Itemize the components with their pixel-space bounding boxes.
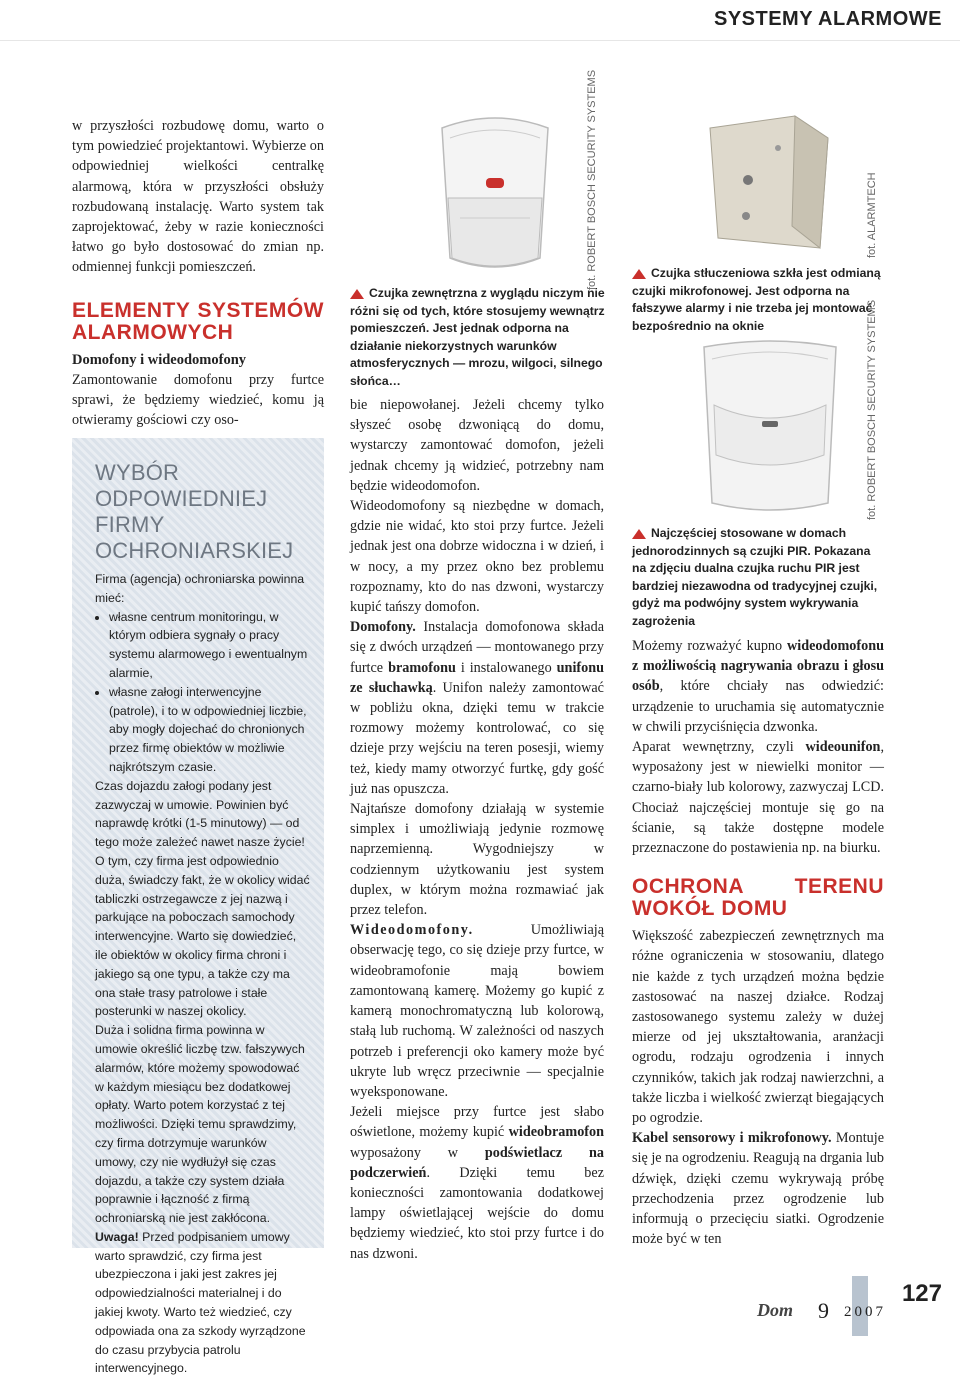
paragraph: Aparat wewnętrzny, czyli wideounifon, wyposażony jest w niewielki monitor — czarno-biały lub kolorowy, zazwyczaj LCD. Chociaż najczęściej montuje się go na ścianie, są także dostępne modele przeznaczone do postawienia np. na biurku. <box>632 739 884 857</box>
magazine-logo: Dom <box>757 1300 793 1320</box>
caption-triangle-icon <box>632 269 646 279</box>
intro-paragraph: w przyszłości rozbudowę domu, warto o tym powiedzieć projektantowi. Wybierze on odpowiedniej wielkości centralkę alarmową, która w przyszłości obsłuży rozbudowaną instalację. Warto system tak zaprojektować, żeby w razie konieczności łatwo go było dostosować do zmian np. odmiennej funkcji pomieszczeń. <box>72 118 324 276</box>
sidebar-list <box>95 608 310 777</box>
outdoor-detector-photo <box>420 108 570 278</box>
column-1 <box>72 116 324 430</box>
photo-caption: Czujka stłuczeniowa szkła jest odmianą czujki mikrofonowej. Jest odporna na fałszywe alarmy i nie trzeba jej montować bezpośrednio na oknie <box>632 266 881 333</box>
warning-text: Przed podpisaniem umowy warto sprawdzić, czy firma jest ubezpieczona i jaki jest zakres jej odpowiedzialności materialnej i do jakiej kwoty. Warto też wiedzieć, czy odpowiada ona za szkody wyrządzone do czasu przybycia patrolu interwencyjnego. <box>95 1229 306 1376</box>
paragraph: bie niepowołanej. Jeżeli chcemy tylko słyszeć osobę dzwoniącą do domu, wystarczy zamontować domofon, jeżeli jednak chcemy ją widzieć, potrzebny nam będzie wideodomofon. <box>350 397 604 494</box>
photo-caption: Najczęściej stosowane w domach jednorodzinnych są czujki PIR. Pokazana na zdjęciu dualna czujka ruchu PIR jest bardziej niezawodna od tradycyjnej czujki, gdyż ma podwójny system wykrywania zagrożenia <box>632 526 878 628</box>
section-title: SYSTEMY ALARMOWE <box>713 8 942 30</box>
paragraph: Większość zabezpieczeń zewnętrznych ma różne ograniczenia w stosowaniu, dlatego nie każde z tych urządzeń można będzie zastosować na naszej działce. Rodzaj zastosowanego systemu zależy w dużej mierze od jej ukształtowania, aranżacji ogrodu, rodzaju ogrodzenia i innych czynników, takich jak rodzaj nawierzchni, a także liczba i wielkość zwierząt biegających po ogrodzie. <box>632 928 884 1127</box>
paragraph: Wideodomofony są niezbędne w domach, gdzie nie widać, kto stoi przy furtce. Jeżeli jednak jest ona dobrze widoczna i w dzień, i w nocy, a my przez okno bez problemu rozpoznamy, kto do nas dzwoni, wystarczy kupić tańszy domofon. <box>350 498 604 616</box>
caption-triangle-icon <box>632 529 646 539</box>
caption-triangle-icon <box>350 289 364 299</box>
page-header <box>0 0 960 40</box>
page-number: 127 <box>901 1280 942 1307</box>
photo-credit: fot. ALARMTECH <box>866 172 878 258</box>
subheading: Domofony i wideodomofony <box>72 351 247 368</box>
section-heading: ELEMENTY SYSTEMÓW ALARMOWYCH <box>72 298 324 344</box>
issue-year: 2007 <box>844 1304 886 1320</box>
sidebar-paragraph: Duża i solidna firma powinna w umowie określić liczbę tzw. fałszywych alarmów, które możemy spowodować w każdym miesiącu bez dodatkowej opłaty. Warto potem korzystać z tej możliwości. Dzięki temu sprawdzimy, czy firma dotrzymuje warunków umowy, czy nie wydłużył się czas dojazdu, a także czy system działa poprawnie i łączność z firmą ochroniarską nie jest zakłócona. <box>95 1023 305 1226</box>
paragraph: Jeżeli miejsce przy furtce jest słabo oświetlone, możemy kupić wideobramofon wyposażony w podświetlacz na podczerwień. Dzięki temu bez konieczności zamontowania dodatkowej lampy oświetlającej wejście do domu będziemy wiedzieć, kto stoi przy furtce i do nas dzwoni. <box>350 1104 605 1262</box>
sidebar-paragraph: Czas dojazdu załogi podany jest zazwyczaj w umowie. Powinien być naprawdę krótki (1-5 minutowy) — od tego może zależeć nawet nasze życie! <box>95 778 305 850</box>
sidebar-lead: Firma (agencja) ochroniarska powinna mieć: <box>95 572 305 605</box>
glass-break-detector-photo <box>700 108 840 256</box>
warning-label: Uwaga! <box>95 1229 139 1244</box>
sidebar-paragraph: O tym, czy firma jest odpowiednio duża, świadczy fakt, że w okolicy widać tabliczki ostrzegawcze z jej nazwą i parkujące na poboczach samochody interwencyjne. Warto się dowiedzieć, ile obiektów w okolicy firma chroni i jakiego są one typu, a także czy ma ona stałe trasy patrolowe i stałe posterunki w naszej okolicy. <box>95 853 310 1019</box>
column-3 <box>632 636 884 1249</box>
paragraph: Możemy rozważyć kupno wideodomofonu z możliwością nagrywania obrazu i głosu osób, które chciały nas odwiedzić: urządzenie to uruchamia się automatycznie w chwili przyciśnięcia dzwonka. <box>632 638 884 735</box>
list-item: • własne centrum monitoringu, w którym odbiera sygnały o pracy systemu alarmowego i ewentualnym alarmie, <box>109 608 310 683</box>
paragraph: Wideodomofony. Umożliwiają obserwację tego, co się dzieje przy furtce, w wideobramofonie mają bowiem zamontowaną kamerę. Możemy go kupić z kamerą monochromatyczną lub kolorową, stałą lub ruchomą. W zależności od naszych potrzeb i preferencji oko kamery może być ukryte lub wręcz przeciwnie — specjalnie wyeksponowane. <box>350 922 604 1100</box>
pir-detector-photo <box>690 335 850 520</box>
sidebar-title: WYBÓR ODPOWIEDNIEJ FIRMY OCHRONIARSKIEJ <box>95 460 294 563</box>
paragraph: Zamontowanie domofonu przy furtce sprawi, że będziemy wiedzieć, komu ją otwieramy gościowi czy oso- <box>72 371 324 429</box>
sidebar-box <box>72 438 324 1376</box>
paragraph: Domofony. Instalacja domofonowa składa się z dwóch urządzeń — montowanego przy furtce bramofonu i instalowanego unifonu ze słuchawką. Unifon należy zamontować w pobliżu okna, dzięki temu w trakcie rozmowy możemy kontrolować, co się dzieje przy wejściu na teren posesji, wiemy też, kiedy mamy otworzyć furtkę, gdy gość już nas opuszcza. <box>350 619 604 797</box>
issue-number: 9 <box>818 1298 829 1323</box>
paragraph: Najtańsze domofony działają w systemie simplex i umożliwiają jedynie rozmowę naprzemienną. Wygodniejszy w codziennym użytkowaniu jest system duplex, w którym można rozmawiać jak przez telefon. <box>350 801 604 919</box>
photo-credit: fot. ROBERT BOSCH SECURITY SYSTEMS <box>866 299 878 520</box>
section-heading: OCHRONA TERENU WOKÓŁ DOMU <box>632 875 884 921</box>
photo-credit: fot. ROBERT BOSCH SECURITY SYSTEMS <box>586 69 598 290</box>
paragraph: Kabel sensorowy i mikrofonowy. Montuje się je na ogrodzeniu. Reagują na drgania lub dźwięk, dzięki czemu wykrywają próbę przechodzenia przez ogrodzenie lub informują o przecięciu siatki. Ogrodzenie może być w ten <box>632 1130 884 1248</box>
column-2 <box>350 395 604 1264</box>
list-item: • własne załogi interwencyjne (patrole), i to w odpowiedniej liczbie, aby mogły dojechać do chronionych przez firmę obiektów w możliwie najkrótszym czasie. <box>109 683 310 777</box>
photo-caption: Czujka zewnętrzna z wyglądu niczym nie różni się od tych, które stosujemy wewnątrz pomieszczeń. Jest jednak odporna na działanie niekorzystnych warunków atmosferycznych — mrozu, wilgoci, silnego słońca… <box>350 286 605 388</box>
sidebar-paragraph <box>95 1228 310 1378</box>
